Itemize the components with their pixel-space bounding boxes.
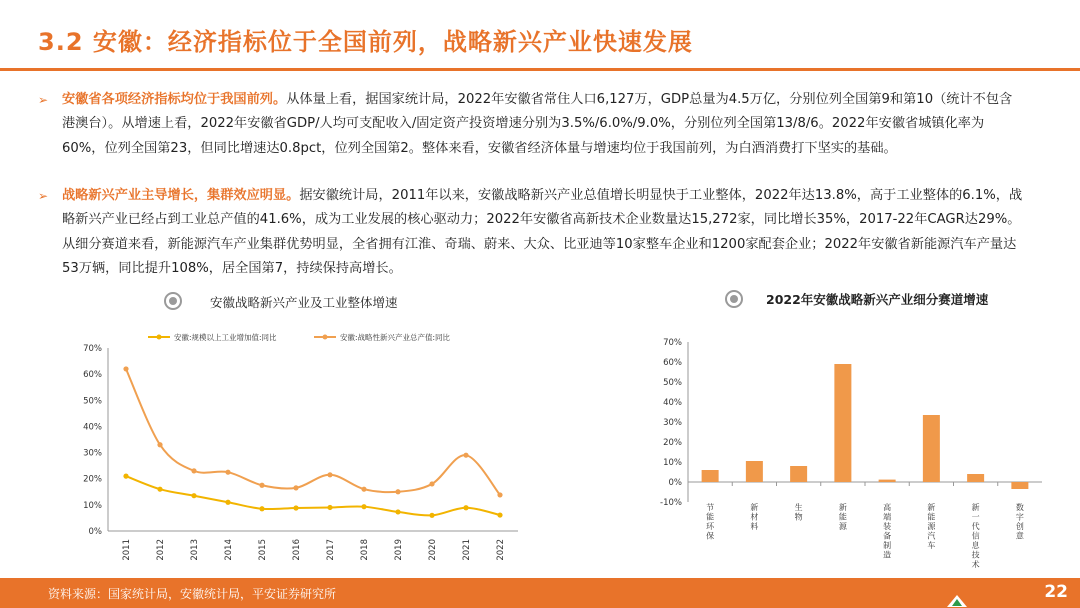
data-point — [429, 481, 434, 486]
data-point — [225, 500, 230, 505]
series-line — [126, 476, 500, 515]
x-tick-label: 2021 — [462, 539, 472, 561]
paragraph-text: 从体量上看，据国家统计局，2022年安徽省常住人口6,127万，GDP总量为4.5万亿，分别位列全国第9和第10（统计不包含港澳台）。从增速上看，2022年安徽省GDP/人均可支配收入/固定资产投资增速分别为3.5%/6.0%/9.0%，分别位列全国第13/8/6。2022年安徽省城镇化率为60%，位列全国第23，但同比增速达0.8pct，位列全国第2。整体来看，安徽省经济体量与增速均位于我国前列，为白酒消费打下坚实的基础。 — [62, 92, 1013, 156]
y-tick-label: 40% — [83, 422, 102, 433]
y-tick-label: 30% — [663, 418, 682, 428]
paragraph-lead: 安徽省各项经济指标均位于我国前列。 — [62, 92, 287, 107]
line-chart-title: 安徽战略新兴产业及工业整体增速 — [210, 295, 398, 310]
legend-label: 安徽:战略性新兴产业总产值:同比 — [340, 333, 451, 342]
x-tick-label: 高端装备制造 — [883, 503, 892, 560]
title-divider — [0, 68, 1080, 71]
bar — [746, 461, 763, 482]
bar — [1011, 482, 1028, 489]
logo-icon — [946, 594, 968, 608]
y-tick-label: 50% — [83, 396, 102, 407]
data-point — [327, 472, 332, 477]
x-tick-label: 2014 — [224, 539, 234, 561]
page-number: 22 — [1044, 582, 1068, 602]
y-tick-label: 0% — [88, 527, 102, 537]
x-tick-label: 2015 — [258, 539, 268, 561]
data-point — [123, 366, 128, 371]
bar — [702, 470, 719, 482]
y-tick-label: 10% — [663, 458, 682, 468]
page-title: 3.2 安徽：经济指标位于全国前列，战略新兴产业快速发展 — [38, 28, 693, 56]
y-tick-label: 40% — [663, 398, 682, 408]
radio-bullet-icon — [725, 290, 743, 308]
x-tick-label: 2016 — [292, 539, 302, 561]
legend-label: 安徽:规模以上工业增加值:同比 — [174, 333, 277, 342]
radio-bullet-icon — [164, 292, 182, 310]
y-tick-label: 30% — [83, 448, 102, 459]
paragraph-lead: 战略新兴产业主导增长，集群效应明显。 — [62, 188, 300, 203]
y-tick-label: 0% — [668, 478, 682, 488]
arrow-bullet-icon: ➢ — [38, 93, 49, 107]
data-point — [463, 505, 468, 510]
arrow-bullet-icon: ➢ — [38, 189, 49, 203]
series-line — [126, 369, 500, 495]
legend-marker — [157, 335, 162, 340]
y-tick-label: 70% — [663, 338, 682, 348]
data-point — [497, 512, 502, 517]
data-point — [225, 470, 230, 475]
legend-marker — [323, 335, 328, 340]
data-point — [327, 505, 332, 510]
x-tick-label: 2018 — [360, 539, 370, 561]
y-tick-label: 20% — [83, 474, 102, 485]
data-point — [361, 487, 366, 492]
data-point — [395, 509, 400, 514]
data-point — [463, 453, 468, 458]
data-point — [497, 492, 502, 497]
footer-bar — [0, 578, 1080, 608]
data-point — [429, 513, 434, 518]
x-tick-label: 新一代信息技术 — [971, 503, 980, 569]
line-chart — [60, 322, 530, 572]
x-tick-label: 数字创意 — [1015, 503, 1024, 541]
bar-chart — [640, 330, 1050, 575]
y-tick-label: 50% — [663, 378, 682, 388]
y-tick-label: 70% — [83, 344, 102, 354]
y-tick-label: 10% — [83, 500, 102, 511]
x-tick-label: 2017 — [326, 539, 336, 561]
data-point — [191, 493, 196, 498]
x-tick-label: 2012 — [156, 539, 166, 561]
x-tick-label: 2020 — [428, 539, 438, 561]
x-tick-label: 2022 — [496, 539, 506, 561]
paragraph-text: 据安徽统计局，2011年以来，安徽战略新兴产业总值增长明显快于工业整体，2022年达13.8%，高于工业整体的6.1%，战略新兴产业已经占到工业总产值的41.6%，成为工业发展的核心驱动力；2022年安徽省高新技术企业数量达15,272家，同比增长35%，2017-22年CAGR达29%。从细分赛道来看，新能源汽车产业集群优势明显，全省拥有江淮、奇瑞、蔚来、大众、比亚迪等10家整车企业和1200家配套企业；2022年安徽省新能源汽车产量达53万辆，同比提升108%，居全国第7，持续保持高增长。 — [62, 188, 1023, 277]
x-tick-label: 节能环保 — [706, 503, 715, 541]
x-tick-label: 新材料 — [750, 503, 759, 531]
data-point — [395, 489, 400, 494]
paragraph-economy — [38, 88, 1024, 161]
x-tick-label: 新能源 — [838, 503, 847, 531]
bar — [967, 474, 984, 482]
data-point — [157, 487, 162, 492]
bar — [879, 480, 896, 482]
bar — [834, 364, 851, 482]
y-tick-label: 60% — [663, 358, 682, 368]
data-point — [293, 505, 298, 510]
data-point — [361, 504, 366, 509]
y-tick-label: 20% — [663, 438, 682, 448]
x-tick-label: 生物 — [794, 503, 803, 522]
y-tick-label: -10% — [660, 498, 682, 508]
x-tick-label: 2013 — [190, 539, 200, 561]
data-point — [293, 485, 298, 490]
data-point — [157, 442, 162, 447]
bar — [923, 415, 940, 482]
data-point — [191, 468, 196, 473]
data-point — [259, 483, 264, 488]
y-tick-label: 60% — [83, 370, 102, 381]
x-tick-label: 新能源汽车 — [927, 503, 936, 550]
bar — [790, 466, 807, 482]
data-point — [123, 474, 128, 479]
data-point — [259, 506, 264, 511]
paragraph-industry — [38, 184, 1024, 282]
footer-source: 资料来源：国家统计局，安徽统计局，平安证券研究所 — [48, 587, 337, 601]
bar-chart-title: 2022年安徽战略新兴产业细分赛道增速 — [766, 292, 989, 307]
x-tick-label: 2019 — [394, 539, 404, 561]
x-tick-label: 2011 — [122, 539, 132, 561]
